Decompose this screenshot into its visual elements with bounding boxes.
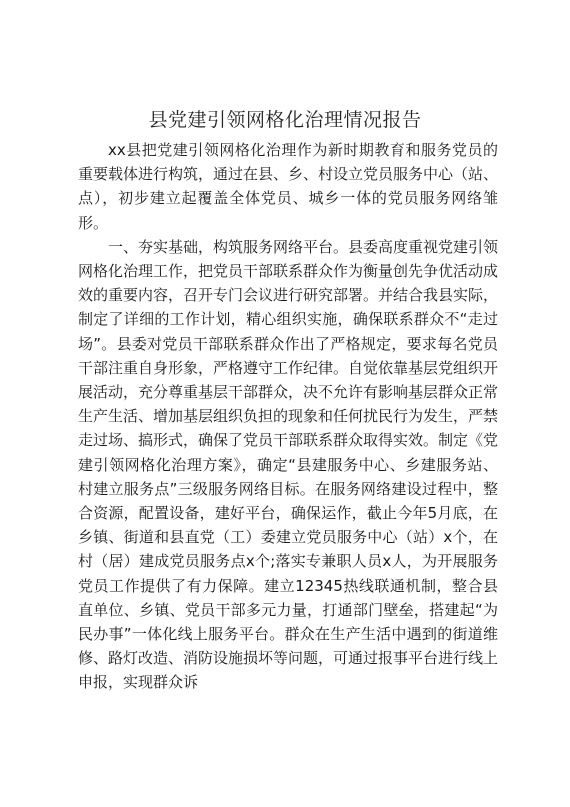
section-one-paragraph: 一、夯实基础，构筑服务网络平台。县委高度重视党建引领网格化治理工作，把党员干部联系群众作为衡量创先争优活动成效的重要内容，召开专门会议进行研究部署。并结合我县实际，制定了详细的工作计划，精心组织实施，确保联系群众不“走过场”。县委对党员干部联系群众作出了严格规定，要求每名党员干部注重自身形象，严格遵守工作纪律。自觉依靠基层党组织开展活动，充分尊重基层干部群众，决不允许有影响基层群众正常生产生活、增加基层组织负担的现象和任何扰民行为发生，严禁走过场、搞形式，确保了党员干部联系群众取得实效。制定《党建引领网格化治理方案》，确定“县建服务中心、乡建服务站、村建立服务点”三级服务网络目标。在服务网络建设过程中，整合资源，配置设备，建好平台，确保运作，截止今年5月底，在乡镇、街道和县直党（工）委建立党员服务中心（站）x个，在村（居）建成党员服务点x个;落实专兼职人员x人，为开展服务党员工作提供了有力保障。建立12345热线联通机制，整合县直单位、乡镇、党员干部多元力量，打通部门壁垒，搭建起“为民办事”一体化线上服务平台。群众在生产生活中遇到的街道维修、路灯改造、消防设施损坏等问题，可通过报事平台进行线上申报，实现群众诉	[78, 237, 499, 692]
document-body	[78, 138, 498, 695]
intro-paragraph: xx县把党建引领网格化治理作为新时期教育和服务党员的重要载体进行构筑，通过在县、乡、村设立党员服务中心（站、点），初步建立起覆盖全体党员、城乡一体的党员服务网络雏形。	[78, 141, 499, 232]
document-title: 县党建引领网格化治理情况报告	[148, 109, 422, 131]
